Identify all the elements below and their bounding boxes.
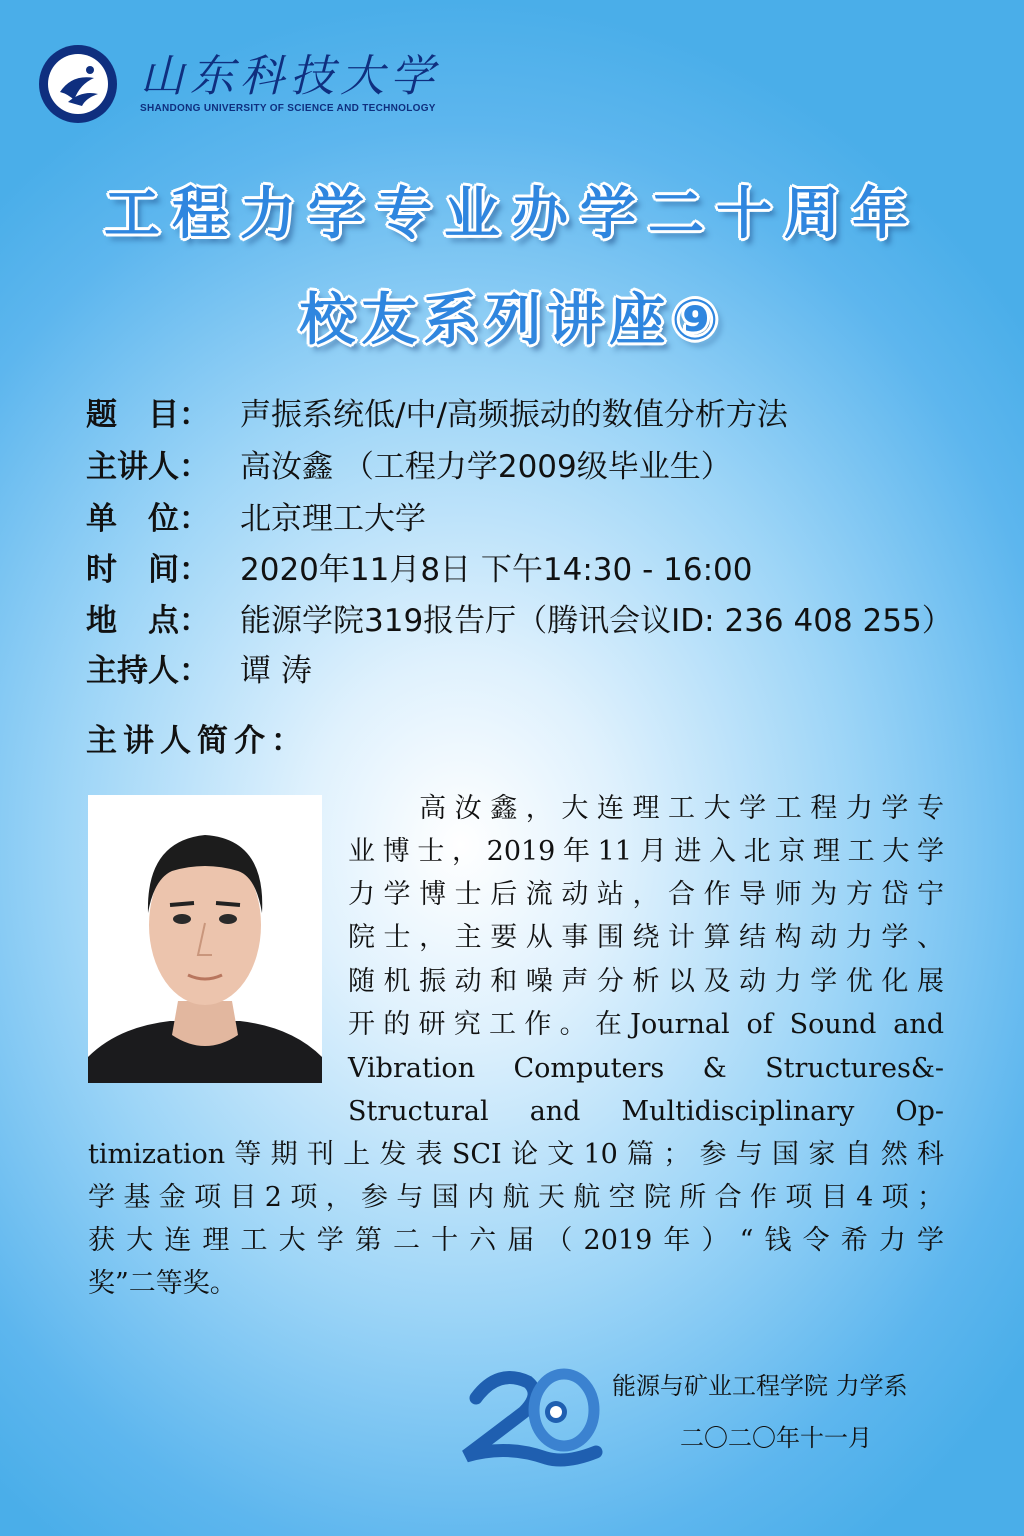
bio-line: Vibration Computers & Structures&- bbox=[348, 1053, 944, 1084]
info-value: 谭 涛 bbox=[240, 653, 312, 689]
bio-section-title: 主讲人简介： bbox=[86, 723, 308, 759]
university-name-en: SHANDONG UNIVERSITY OF SCIENCE AND TECHNOLOGY bbox=[140, 103, 436, 114]
university-logo-icon bbox=[38, 44, 118, 124]
info-label: 地 点： bbox=[86, 603, 210, 639]
bio-line: 获大连理工大学第二十六届（2019年）“钱令希力学 bbox=[88, 1225, 944, 1256]
info-row-time bbox=[86, 547, 752, 593]
info-label: 题 目： bbox=[86, 397, 210, 433]
info-row-topic bbox=[86, 392, 788, 438]
bio-line: 力学博士后流动站，合作导师为方岱宁 bbox=[348, 879, 944, 910]
info-row-speaker bbox=[86, 444, 732, 490]
footer-department: 能源与矿业工程学院 力学系 bbox=[612, 1372, 908, 1400]
bio-line: 业博士，2019年11月进入北京理工大学 bbox=[348, 836, 944, 867]
info-value: 2020年11月8日 下午14:30 - 16:00 bbox=[240, 552, 753, 588]
bio-line: 奖”二等奖。 bbox=[88, 1268, 237, 1299]
university-name-cn: 山东科技大学 bbox=[140, 51, 440, 102]
info-label: 单 位： bbox=[86, 501, 210, 537]
bio-line: 随机振动和噪声分析以及动力学优化展 bbox=[348, 966, 944, 997]
info-value: 声振系统低/中/高频振动的数值分析方法 bbox=[240, 397, 788, 433]
headline-line1: 工程力学专业办学二十周年 bbox=[104, 182, 920, 247]
bio-line: timization等期刊上发表SCI论文10篇；参与国家自然科 bbox=[88, 1139, 944, 1170]
bio-line: 院士，主要从事围绕计算结构动力学、 bbox=[348, 922, 944, 953]
info-row-place bbox=[86, 598, 953, 644]
footer-date: 二〇二〇年十一月 bbox=[680, 1424, 872, 1452]
info-value: 能源学院319报告厅（腾讯会议ID: 236 408 255） bbox=[240, 603, 953, 639]
bio-line: Structural and Multidisciplinary Op- bbox=[348, 1096, 944, 1127]
bio-line: 开的研究工作。在Journal of Sound and bbox=[348, 1009, 944, 1040]
bio-line: 学基金项目2项，参与国内航天航空院所合作项目4项； bbox=[88, 1182, 944, 1213]
info-value: 北京理工大学 bbox=[240, 501, 426, 537]
headline-line2: 校友系列讲座⑨ bbox=[299, 288, 725, 353]
info-row-unit bbox=[86, 496, 426, 542]
bio-line: 高汝鑫，大连理工大学工程力学专 bbox=[348, 793, 944, 824]
info-label: 时 间： bbox=[86, 552, 210, 588]
info-value: 高汝鑫 （工程力学2009级毕业生） bbox=[240, 449, 732, 485]
speaker-photo bbox=[88, 795, 322, 1083]
info-label: 主讲人： bbox=[86, 449, 210, 485]
info-label: 主持人： bbox=[86, 653, 210, 689]
info-row-host bbox=[86, 648, 312, 694]
anniversary-20-logo-icon bbox=[446, 1360, 616, 1470]
